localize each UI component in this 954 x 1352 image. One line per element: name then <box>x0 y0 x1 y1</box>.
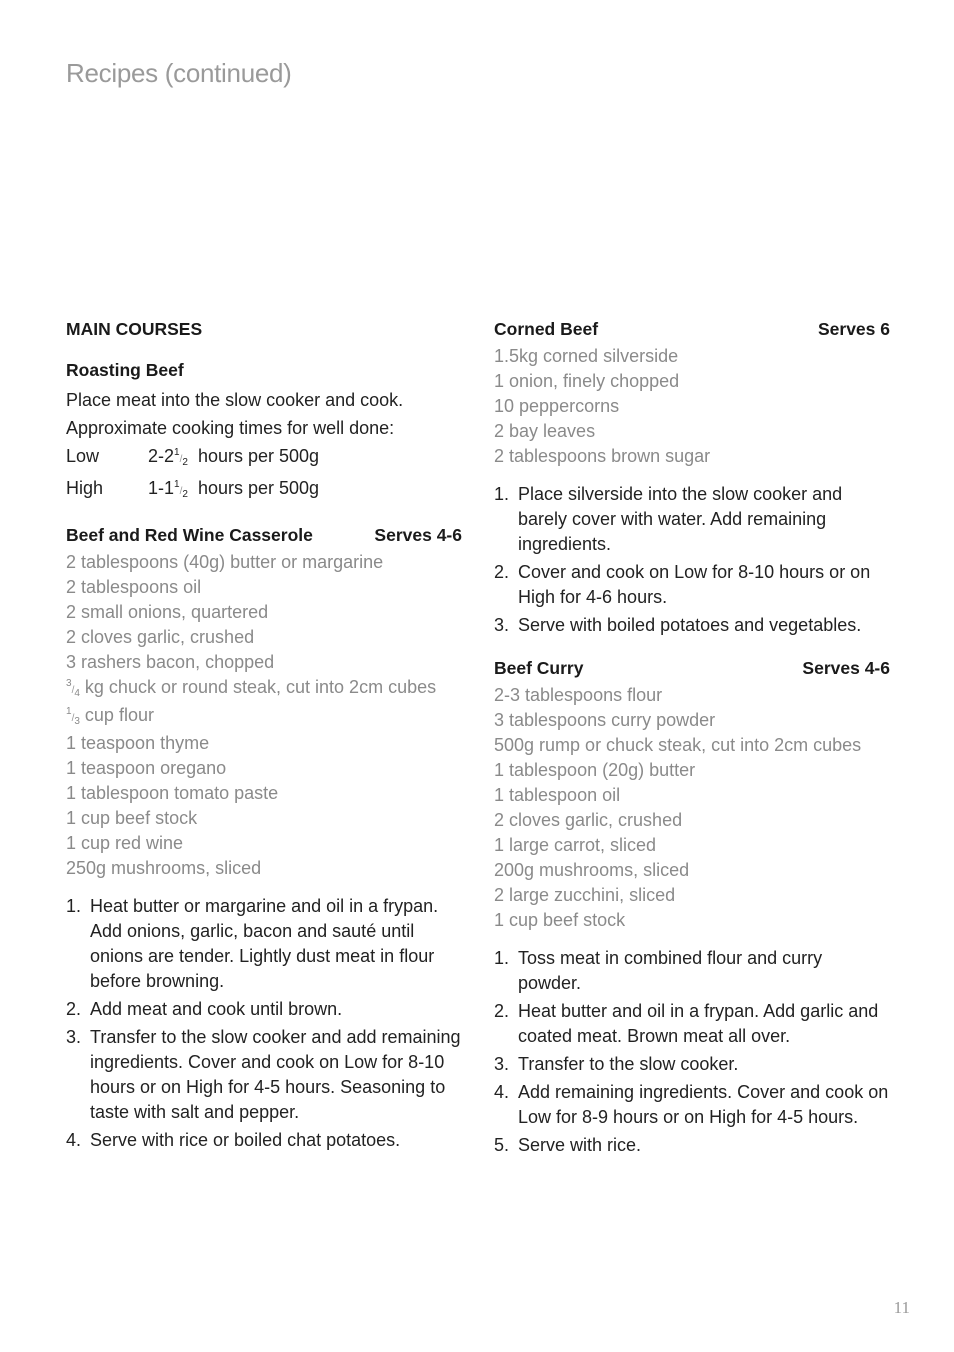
ingredient: 3 tablespoons curry powder <box>494 710 716 730</box>
ingredient: 1 tablespoon (20g) butter <box>494 760 696 780</box>
ingredient-list <box>494 683 890 933</box>
recipe-header-corned-beef <box>494 318 890 340</box>
method-step: 1. Toss meat in combined flour and curry powder. <box>494 948 823 993</box>
ingredient: 2 cloves garlic, crushed <box>66 627 255 647</box>
ingredient: 2 tablespoons brown sugar <box>494 446 711 466</box>
method-step: 2. Cover and cook on Low for 8-10 hours or on High for 4-6 hours. <box>494 562 871 607</box>
section-title: MAIN COURSES <box>66 319 203 339</box>
ingredient: 2-3 tablespoons flour <box>494 685 663 705</box>
recipe-title: Beef and Red Wine Casserole <box>66 525 313 545</box>
cooking-time-row <box>66 442 462 474</box>
method-step: 3. Transfer to the slow cooker. <box>494 1054 739 1074</box>
page-title: Recipes (continued) <box>66 58 292 88</box>
ingredient: 1 large carrot, sliced <box>494 835 657 855</box>
time-label: High <box>66 478 104 498</box>
method-step: 1. Heat butter or margarine and oil in a frypan. Add onions, garlic, bacon and sauté until onions are tender. Lightly dust meat in flour before browning. <box>66 896 439 991</box>
ingredient: 2 tablespoons (40g) butter or margarine <box>66 552 384 572</box>
method-step: 1. Place silverside into the slow cooker and barely cover with water. Add remaining ingredients. <box>494 484 843 554</box>
right-column <box>494 318 890 1161</box>
method-steps <box>494 482 890 638</box>
left-column <box>66 318 462 1156</box>
ingredient: 200g mushrooms, sliced <box>494 860 690 880</box>
page-number: 11 <box>893 1298 910 1317</box>
time-value: 2-21/2 hours per 500g <box>148 446 320 468</box>
method-step: 3. Serve with boiled potatoes and vegetables. <box>494 615 862 635</box>
method-step: 2. Add meat and cook until brown. <box>66 999 343 1019</box>
roasting-line-2: Approximate cooking times for well done: <box>66 418 395 438</box>
method-step: 4. Add remaining ingredients. Cover and cook on Low for 8-9 hours or on High for 4-5 hours. <box>494 1082 889 1127</box>
ingredient: 1/3 cup flour <box>66 705 154 727</box>
method-step: 2. Heat butter and oil in a frypan. Add garlic and coated meat. Brown meat all over. <box>494 1001 879 1046</box>
recipe-header-casserole <box>66 524 462 546</box>
ingredient: 1 cup red wine <box>66 833 184 853</box>
ingredient: 1.5kg corned silverside <box>494 346 679 366</box>
ingredient-list <box>66 550 462 881</box>
time-label: Low <box>66 446 100 466</box>
method-step: 3. Transfer to the slow cooker and add remaining ingredients. Cover and cook on Low for 8-10 hours or on High for 4-5 hours. Seasoning to taste with salt and pepper. <box>66 1027 461 1122</box>
ingredient: 1 cup beef stock <box>66 808 198 828</box>
recipe-title-roasting-beef <box>66 359 462 381</box>
ingredient: 250g mushrooms, sliced <box>66 858 262 878</box>
section-heading <box>66 318 462 340</box>
ingredient: 1 tablespoon oil <box>494 785 621 805</box>
recipe-title: Roasting Beef <box>66 360 184 380</box>
ingredient: 3 rashers bacon, chopped <box>66 652 275 672</box>
ingredient: 2 large zucchini, sliced <box>494 885 676 905</box>
method-step: 5. Serve with rice. <box>494 1135 642 1155</box>
method-steps <box>66 894 462 1153</box>
ingredient: 2 bay leaves <box>494 421 596 441</box>
ingredient: 1 tablespoon tomato paste <box>66 783 279 803</box>
ingredient: 1 teaspoon oregano <box>66 758 227 778</box>
recipe-header-beef-curry <box>494 657 890 679</box>
method-steps <box>494 946 890 1158</box>
time-value: 1-11/2 hours per 500g <box>148 478 320 500</box>
ingredient: 1 onion, finely chopped <box>494 371 680 391</box>
cooking-time-row <box>66 474 462 506</box>
ingredient: 500g rump or chuck steak, cut into 2cm cubes <box>494 735 862 755</box>
serves-label: Serves 6 <box>817 319 890 339</box>
ingredient: 1 teaspoon thyme <box>66 733 210 753</box>
roasting-line-1: Place meat into the slow cooker and cook. <box>66 390 404 410</box>
ingredient-list <box>494 344 890 469</box>
recipe-title: Corned Beef <box>494 319 599 339</box>
ingredient: 1 cup beef stock <box>494 910 626 930</box>
ingredient: 3/4 kg chuck or round steak, cut into 2cm cubes <box>66 677 437 699</box>
recipe-title: Beef Curry <box>494 658 584 678</box>
method-step: 4. Serve with rice or boiled chat potatoes. <box>66 1130 401 1150</box>
ingredient: 10 peppercorns <box>494 396 620 416</box>
ingredient: 2 small onions, quartered <box>66 602 269 622</box>
ingredient: 2 tablespoons oil <box>66 577 202 597</box>
ingredient: 2 cloves garlic, crushed <box>494 810 683 830</box>
serves-label: Serves 4-6 <box>374 525 462 545</box>
serves-label: Serves 4-6 <box>802 658 890 678</box>
